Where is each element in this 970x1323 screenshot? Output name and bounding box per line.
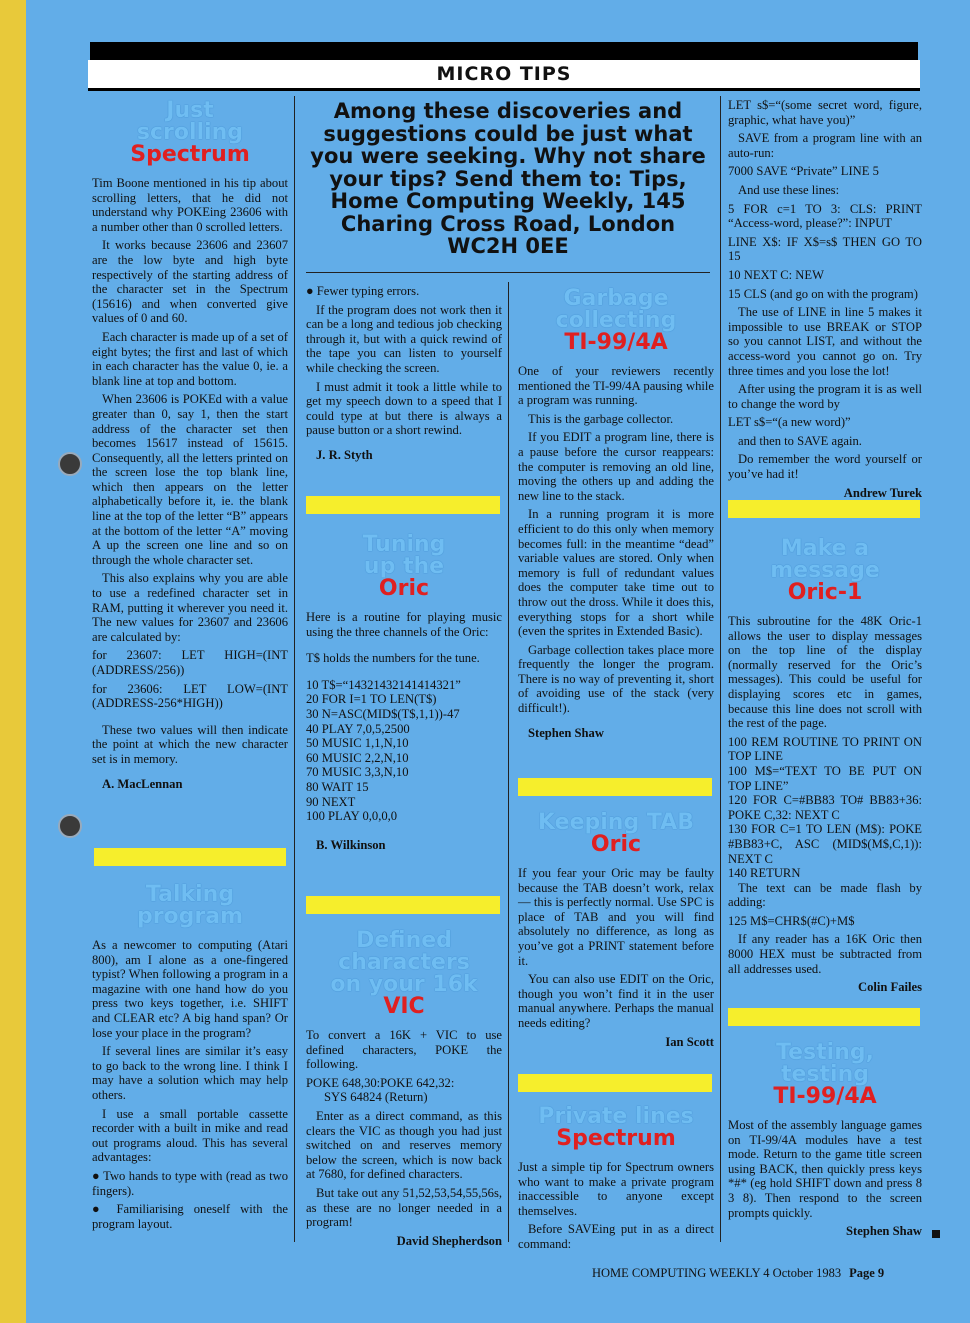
code-line: 130 FOR C=1 TO LEN (M$): POKE #BB83+C, ASC (MID$(M$,C,1)): NEXT C <box>728 822 922 866</box>
heading-line: Just <box>166 98 214 123</box>
yellow-divider-bar <box>518 778 712 796</box>
section-title-bar <box>88 60 920 91</box>
paragraph: The use of LINE in line 5 makes it impossible to use BREAK or STOP so you cannot LIST, and without the access-word you cannot go on. Try three times and you lose the lot! <box>728 305 922 378</box>
code-line: 50 MUSIC 1,1,N,10 <box>306 736 409 751</box>
code-listing <box>306 678 502 824</box>
code-line: 5 FOR c=1 TO 3: CLS: PRINT “Access-word, please?”: INPUT <box>728 201 922 231</box>
paragraph: If the program does not work then it can be a long and tedious job checking through it, but with a quick rewind of the tape you can listen to yourself while checking the screen. <box>306 302 502 375</box>
heading-system: TI-99/4A <box>564 330 668 355</box>
paragraph: When 23606 is POKEd with a value greater than 0, say 1, then the start address of the character set then becomes 15617 instead of 15615. Consequently, all the letters printed on the screen lose the top blank line, which then appears on the letter alphabetically before it, ie. the blank line at the top of the letter “B” appears at the bottom of the letter “A” moving A up the screen one line and so on through the whole character set. <box>92 392 288 567</box>
article-heading <box>728 538 922 604</box>
heading-line: on your 16k <box>330 972 478 997</box>
column-3 <box>518 284 714 744</box>
heading-line: Garbage <box>563 286 669 311</box>
column-4 <box>728 98 922 504</box>
article-heading <box>92 884 288 928</box>
byline: B. Wilkinson <box>316 837 386 852</box>
paragraph: If you fear your Oric may be faulty because the TAB doesn’t work, relax — this is perfectly normal. Use SPC is place of TAB and you will find absolutely no difference, as long as you’ve got a PRINT statement before it. <box>518 866 714 968</box>
heading-line: Keeping TAB <box>538 810 694 835</box>
header-bar <box>90 42 918 60</box>
code-line: 80 WAIT 15 <box>306 779 369 794</box>
paragraph: Just a simple tip for Spectrum owners who want to make a private program inaccessible to anyone except themselves. <box>518 1160 714 1218</box>
heading-system: VIC <box>383 994 425 1019</box>
column-4-middle <box>728 534 922 999</box>
code-line: 100 M$=“TEXT TO BE PUT ON TOP LINE” <box>728 763 922 793</box>
column-2-middle <box>306 530 502 856</box>
paragraph: These two values will then indicate the point at which the new character set is in memory. <box>92 722 288 766</box>
code-line: 10 NEXT C: NEW <box>728 267 824 282</box>
code-listing <box>728 735 922 881</box>
column-4-lower <box>728 1038 922 1243</box>
heading-line: scrolling <box>136 120 244 145</box>
column-divider <box>720 96 721 1242</box>
code-line: LET s$=“(some secret word, figure, graphic, what have you)” <box>728 98 922 127</box>
heading-system: Spectrum <box>556 1126 676 1151</box>
heading-line: Testing, <box>776 1040 874 1065</box>
yellow-divider-bar <box>306 496 500 514</box>
yellow-divider-bar <box>728 1008 920 1026</box>
code-line: 7000 SAVE “Private” LINE 5 <box>728 164 879 179</box>
paragraph: As a newcomer to computing (Atari 800), am I alone as a one-fingered typist? When following a program in a magazine with one hand how do you press two keys together, i.e. SHIFT and CLEAR etc? A big hand span? Or lose your place in the program? <box>92 938 288 1040</box>
column-1-lower <box>92 880 288 1235</box>
heading-line: testing <box>781 1062 869 1087</box>
article-heading <box>518 288 714 354</box>
article-heading <box>728 1042 922 1108</box>
byline: Ian Scott <box>665 1034 714 1049</box>
heading-line: Make a <box>780 536 870 561</box>
paragraph: If several lines are similar it’s easy to go back to the wrong line. I think I may have a solution which may help others. <box>92 1044 288 1102</box>
code-line: 120 FOR C=#BB83 TO# BB83+36: POKE C,32: NEXT C <box>728 793 922 822</box>
heading-line: Talking <box>145 882 235 907</box>
page-edge <box>0 0 26 1323</box>
code-line: 15 CLS (and go on with the program) <box>728 286 918 301</box>
paragraph: Most of the assembly language games on TI-99/4A modules have a test mode. Return to the game title screen using BACK, then quickly press keys *#* (eg hold SHIFT down and press 8 3 8). Then respond to the screen prompts quickly. <box>728 1118 922 1220</box>
page-footer <box>592 1266 884 1281</box>
paragraph: Garbage collection takes place more frequently the longer the program. There is no way of preventing it, short of avoiding use of the stack (very difficult!). <box>518 642 714 716</box>
code-line: 100 PLAY 0,0,0,0 <box>306 809 398 824</box>
code-line: POKE 648,30:POKE 642,32: <box>306 1075 455 1090</box>
promo-rule <box>306 272 710 273</box>
heading-line: Private lines <box>538 1104 694 1129</box>
paragraph: Enter as a direct command, as this clears the VIC as though you had just switched on and reserves memory below the screen, which is now back at 7680, for defined characters. <box>306 1108 502 1182</box>
paragraph: Here is a routine for playing music using the three channels of the Oric: <box>306 610 502 639</box>
promo-text: Among these discoveries and suggestions could be just what you were seeking. Why not share your tips? Send them to: Tips, Home Computing Weekly, 145 Charing Cross Road, London WC2H 0EE <box>310 99 706 258</box>
code-line: SYS 64824 (Return) <box>324 1090 428 1105</box>
heading-system: Oric-1 <box>787 580 863 605</box>
paragraph: SAVE from a program line with an auto-run: <box>728 131 922 160</box>
paragraph: Each character is made up of a set of eight bytes; the first and last of which in each character has the value 0, ie. a blank line at top and bottom. <box>92 329 288 388</box>
code-line: for 23606: LET LOW=(INT (ADDRESS-256*HIGH)) <box>92 681 288 711</box>
yellow-divider-bar <box>306 896 500 914</box>
heading-system: Oric <box>378 576 430 601</box>
byline: Colin Failes <box>857 980 922 995</box>
heading-line: characters <box>338 950 470 975</box>
paragraph: But take out any 51,52,53,54,55,56s, as these are no longer needed in a program! <box>306 1185 502 1230</box>
paragraph: This is the garbage collector. <box>528 411 674 426</box>
paragraph: In a running program it is more efficient to do this only when memory becomes full: in the meantime “dead” variable values are stored. Only when memory is full of redundant values does the computer take time out to throw out the dross. While it does this, everything stops for a short while (even the sprites in Extended Basic). <box>518 507 714 639</box>
yellow-divider-bar <box>728 500 920 518</box>
code-line: 20 FOR I=1 TO LEN(T$) <box>306 692 437 707</box>
heading-line: collecting <box>555 308 677 333</box>
column-2-lower <box>306 926 502 1252</box>
code-line: 140 RETURN <box>728 866 801 881</box>
byline: J. R. Styth <box>316 447 373 462</box>
heading-system: Spectrum <box>130 142 250 167</box>
bullet-item: ● Familiarising oneself with the program layout. <box>92 1202 288 1231</box>
paragraph: and then to SAVE again. <box>738 433 862 448</box>
paragraph: If any reader has a 16K Oric then 8000 HEX must be subtracted from all addresses used. <box>728 932 922 976</box>
paragraph: After using the program it is as well to change the word by <box>728 382 922 411</box>
end-mark-icon <box>932 1230 940 1238</box>
paragraph: If you EDIT a program line, there is a pause before the cursor reappears: the computer is removing an old line, moving the others up and adding the new line to the stack. <box>518 430 714 503</box>
code-line: for 23607: LET HIGH=(INT (ADDRESS/256)) <box>92 648 288 677</box>
paragraph: And use these lines: <box>738 182 840 197</box>
paragraph: One of your reviewers recently mentioned the TI-99/4A pausing while a program was running. <box>518 364 714 408</box>
article-heading <box>306 930 502 1018</box>
code-line: LET s$=“(a new word)” <box>728 415 851 430</box>
footer-publication: HOME COMPUTING WEEKLY 4 October 1983 <box>592 1266 842 1280</box>
code-line: 100 REM ROUTINE TO PRINT ON TOP LINE <box>728 734 922 764</box>
article-heading <box>306 534 502 600</box>
code-line: 10 T$=“14321432141414321” <box>306 677 461 692</box>
byline: Stephen Shaw <box>528 725 604 740</box>
paragraph: It works because 23606 and 23607 are the low byte and high byte respectively of the starting address of the character set in the Spectrum (15616) and when converted give values of 0 and 60. <box>92 238 288 326</box>
heading-system: TI-99/4A <box>773 1084 877 1109</box>
heading-line: Tuning <box>362 532 446 557</box>
paragraph: You can also use EDIT on the Oric, though you won’t find it in the user manual anywhere. Perhaps the manual needs editing? <box>518 972 714 1030</box>
paragraph: I must admit it took a little while to get my speech down to a speed that I could type at but there is always a pause button or a short rewind. <box>306 379 502 438</box>
paragraph: Before SAVEing put in as a direct command: <box>518 1222 714 1251</box>
column-3-lower <box>518 1102 714 1256</box>
article-heading <box>518 1106 714 1150</box>
footer-page-number: Page 9 <box>849 1266 885 1280</box>
bullet-item: ● Two hands to type with (read as two fingers). <box>92 1168 288 1198</box>
column-1 <box>92 96 288 795</box>
code-line: 125 M$=CHR$(#C)+M$ <box>728 913 855 928</box>
binder-hole-icon <box>58 452 82 476</box>
paragraph: To convert a 16K + VIC to use defined characters, POKE the following. <box>306 1028 502 1072</box>
code-line: 90 NEXT <box>306 794 356 809</box>
article-heading <box>518 812 714 856</box>
bullet-item: ● Fewer typing errors. <box>306 284 420 298</box>
column-3-middle <box>518 808 714 1053</box>
section-title: MICRO TIPS <box>436 63 572 85</box>
code-line: LINE X$: IF X$=s$ THEN GO TO 15 <box>728 234 922 264</box>
paragraph: I use a small portable cassette recorder with a built in mike and read out programs aloud. This has several advantages: <box>92 1106 288 1165</box>
paragraph: Do remember the word yourself or you’ve had it! <box>728 452 922 482</box>
paragraph: Tim Boone mentioned in his tip about scrolling letters, that he did not understand why POKEing 23606 with a number other than 0 scrolled letters. <box>92 176 288 234</box>
byline: A. MacLennan <box>102 776 183 791</box>
column-2 <box>306 284 502 467</box>
heading-line: Defined <box>356 928 452 953</box>
code-line: 30 N=ASC(MID$(T$,1,1))-47 <box>306 706 460 721</box>
yellow-divider-bar <box>518 1074 712 1092</box>
paragraph: This also explains why you are able to use a redefined character set in RAM, putting it wherever you need it. The new values for 23607 and 23606 are calculated by: <box>92 571 288 644</box>
paragraph: This subroutine for the 48K Oric-1 allows the user to display messages on the top line of the display (normally reserved for the Oric’s messages). This could be useful for displaying scores etc in games, because this line does not scroll with the rest of the page. <box>728 614 922 731</box>
byline: Andrew Turek <box>843 485 922 500</box>
code-line: 40 PLAY 7,0,5,2500 <box>306 721 410 736</box>
heading-line: program <box>136 904 244 929</box>
code-line: 60 MUSIC 2,2,N,10 <box>306 750 409 765</box>
heading-line: message <box>770 558 880 583</box>
code-line: 70 MUSIC 3,3,N,10 <box>306 765 409 780</box>
byline: Stephen Shaw <box>846 1224 922 1239</box>
paragraph: T$ holds the numbers for the tune. <box>306 651 480 666</box>
yellow-divider-bar <box>94 848 286 866</box>
byline: David Shepherdson <box>396 1233 502 1248</box>
heading-line: up the <box>363 554 445 579</box>
paragraph: The text can be made flash by adding: <box>728 880 922 910</box>
column-divider <box>294 96 295 1242</box>
heading-system: Oric <box>590 832 642 857</box>
binder-hole-icon <box>58 814 82 838</box>
column-divider <box>508 282 509 1242</box>
article-heading <box>92 100 288 166</box>
